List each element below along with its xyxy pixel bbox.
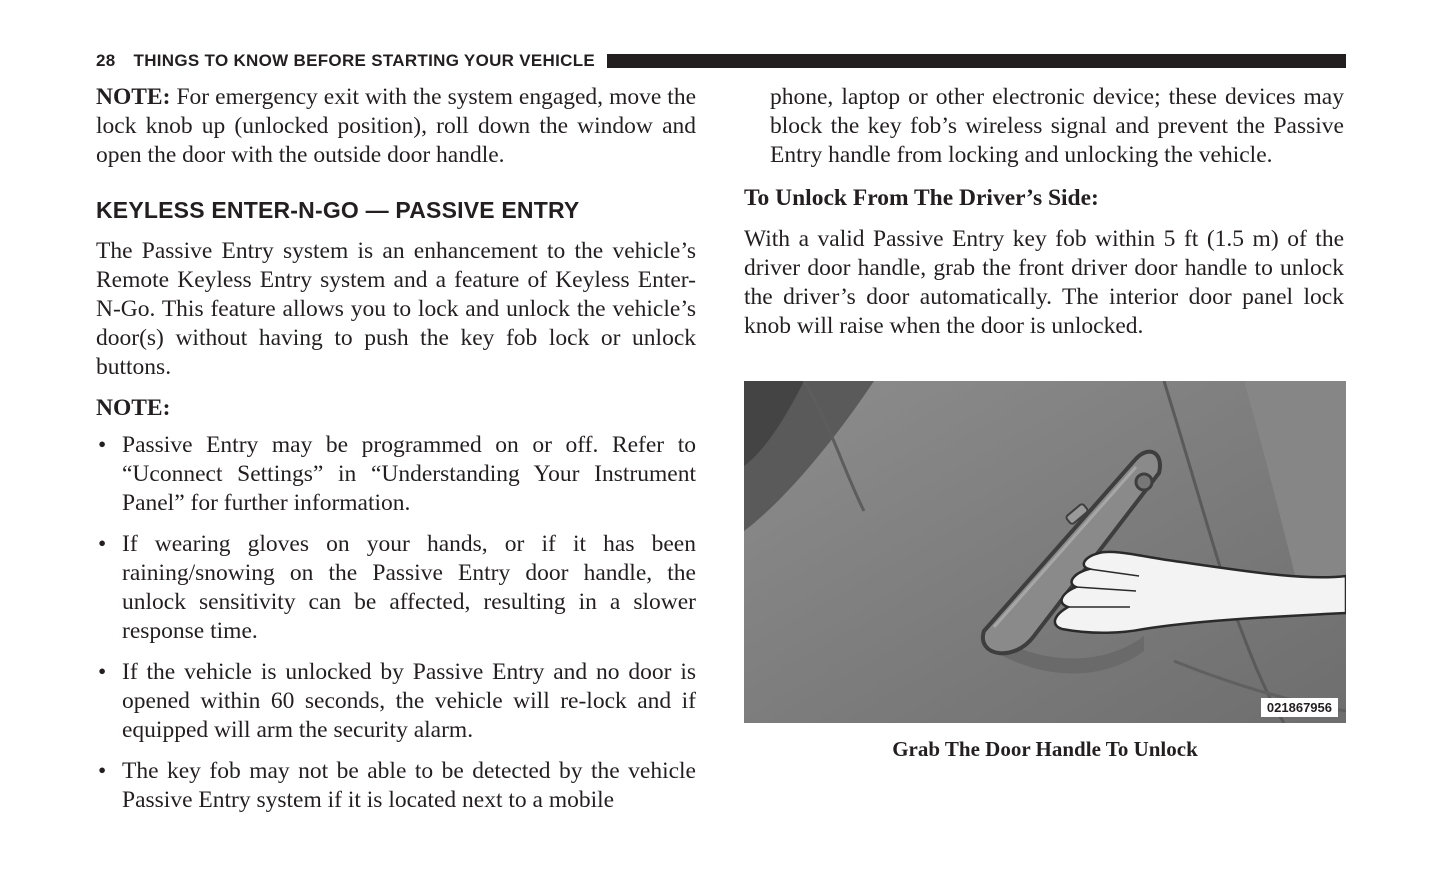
unlock-paragraph: With a valid Passive Entry key fob within 5 ft (1.5 m) of the driver door handle, grab the front driver door handle to unlock the driver’s door automatically. The interior door panel lock knob will raise when the door is unlocked. (744, 226, 1344, 339)
note-heading: NOTE: (96, 395, 171, 421)
bullet-continuation: phone, laptop or other electronic device; these devices may block the key fob’s wireless signal and prevent the Passive Entry handle from locking and unlocking the vehicle. (770, 84, 1344, 168)
section-title: THINGS TO KNOW BEFORE STARTING YOUR VEHICLE (133, 51, 596, 70)
bullet-icon: • (98, 432, 107, 458)
bullet-text: Passive Entry may be programmed on or off. Refer to “Uconnect Settings” in “Understanding Your Instrument Panel” for further information. (122, 432, 696, 516)
section-heading: KEYLESS ENTER-N-GO — PASSIVE ENTRY (96, 197, 580, 223)
intro-paragraph: The Passive Entry system is an enhancement to the vehicle’s Remote Keyless Entry system and a feature of Keyless Enter-N-Go. This feature allows you to lock and unlock the vehicle’s door(s) without having to push the key fob lock or unlock buttons. (96, 238, 696, 380)
bullet-item (96, 530, 696, 646)
figure-id: 021867956 (1261, 698, 1338, 717)
bullet-item (96, 658, 696, 745)
page-number: 28 (96, 51, 116, 70)
door-handle-drawing (744, 381, 1346, 723)
note-emergency-exit (96, 83, 696, 170)
bullet-icon: • (98, 659, 107, 685)
note-bullet-list (96, 431, 696, 815)
subheading: To Unlock From The Driver’s Side: (744, 185, 1099, 211)
page-header (96, 50, 1346, 72)
bullet-text: If the vehicle is unlocked by Passive Entry and no door is opened within 60 seconds, the vehicle will re-lock and if equipped will arm the security alarm. (122, 659, 696, 743)
bullet-item (96, 431, 696, 518)
header-rule (607, 54, 1346, 68)
left-column (96, 83, 696, 827)
bullet-icon: • (98, 758, 107, 784)
bullet-item (96, 757, 696, 815)
door-handle-illustration (744, 381, 1346, 723)
bullet-icon: • (98, 531, 107, 557)
right-column (744, 83, 1344, 341)
bullet-text: If wearing gloves on your hands, or if it has been raining/snowing on the Passive Entry door handle, the unlock sensitivity can be affected, resulting in a slower response time. (122, 531, 696, 644)
bullet-text: The key fob may not be able to be detected by the vehicle Passive Entry system if it is located next to a mobile (122, 758, 696, 813)
note-label: NOTE: (96, 84, 171, 110)
figure-caption: Grab The Door Handle To Unlock (892, 737, 1198, 761)
note-text: For emergency exit with the system engaged, move the lock knob up (unlocked position), roll down the window and open the door with the outside door handle. (96, 84, 697, 168)
